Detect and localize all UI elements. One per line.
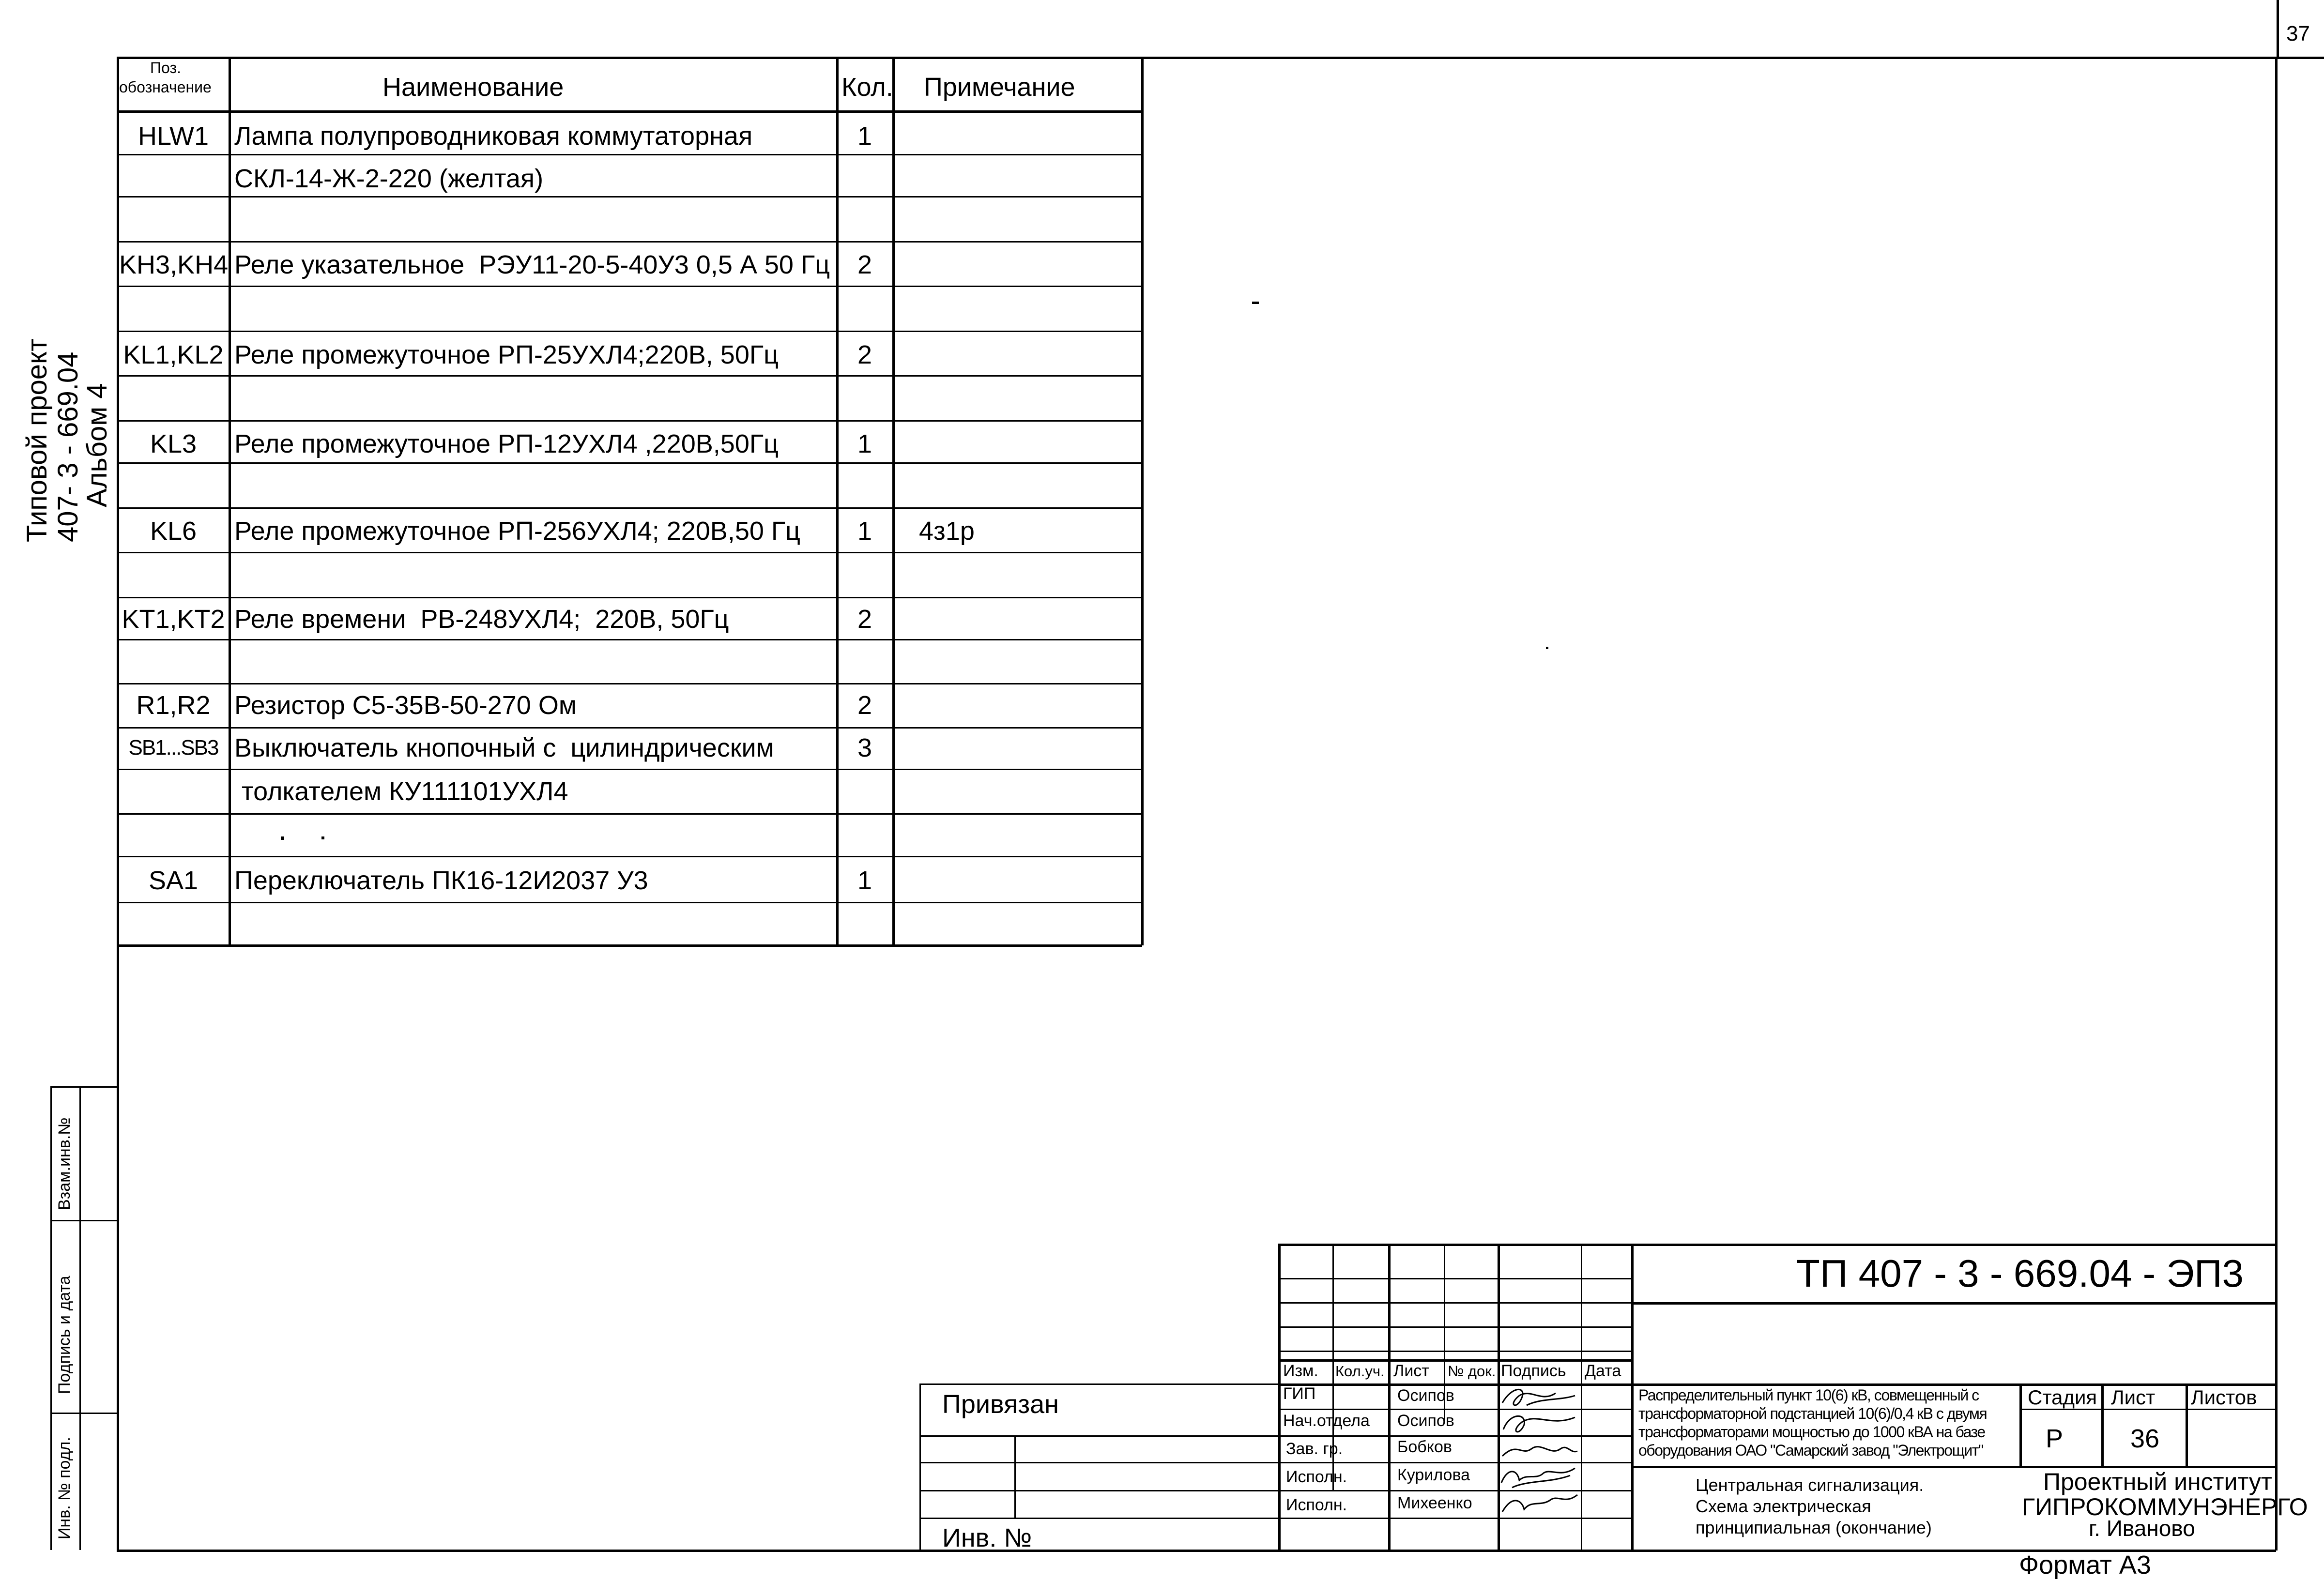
tb-v-main — [1631, 1244, 1634, 1550]
spec-table-row-line — [117, 154, 1142, 155]
side-stamp-line2: 407- 3 - 669.04 — [52, 351, 84, 542]
row-qty: 2 — [857, 605, 872, 634]
project-title-1: трансформаторной подстанцией 10(6)/0,4 кВ с двумя — [1638, 1405, 1987, 1422]
frame-top — [117, 57, 2324, 59]
row-pos: KL3 — [150, 429, 197, 458]
priv-h3 — [919, 1490, 1279, 1491]
tb-r-h3 — [2019, 1409, 2277, 1410]
header-pos-line2: обозначение — [119, 78, 212, 96]
sheet-title-0: Центральная сигнализация. — [1696, 1475, 1924, 1495]
name-4: Михеенко — [1397, 1494, 1472, 1512]
row-name: толкателем КУ111101УХЛ4 — [234, 777, 568, 806]
page-number-box-left — [2277, 0, 2279, 58]
left-strip-div-2 — [50, 1413, 118, 1414]
row-name: Переключатель ПК16-12И2037 У3 — [234, 866, 648, 895]
left-strip-div-1 — [50, 1220, 118, 1221]
org-line2: ГИПРОКОММУНЭНЕРГО — [2022, 1493, 2308, 1520]
priv-v1 — [1014, 1435, 1016, 1518]
spec-table-header-bottom — [117, 110, 1142, 113]
inv-no-label: Инв. № — [942, 1523, 1032, 1552]
spec-table-row-line — [117, 462, 1142, 464]
header-pos-line1: Поз. — [150, 59, 181, 76]
priv-top — [919, 1383, 1279, 1385]
priv-h4 — [919, 1518, 1279, 1519]
project-title-2: трансформаторами мощностью до 1000 кВА на базе — [1638, 1423, 1985, 1441]
role-2: Зав. гр. — [1286, 1440, 1343, 1458]
org-line3: г. Иваново — [2089, 1516, 2195, 1541]
stray-mark — [281, 836, 284, 840]
spec-table-row-line — [117, 902, 1142, 903]
stadiya-value: Р — [2046, 1424, 2064, 1453]
listov-label: Листов — [2191, 1386, 2257, 1409]
row-pos: KL6 — [150, 517, 197, 546]
tb-h4 — [1278, 1351, 1631, 1352]
doc-code: ТП 407 - 3 - 669.04 - ЭП3 — [1796, 1252, 2244, 1295]
spec-table-row-line — [117, 375, 1142, 377]
row-name: Реле времени РВ-248УХЛ4; 220В, 50Гц — [234, 605, 729, 634]
spec-table-vline-3 — [892, 57, 895, 945]
row-name: Реле промежуточное РП-25УХЛ4;220В, 50Гц — [234, 340, 779, 369]
project-title-0: Распределительный пункт 10(6) кВ, совмещенный с — [1638, 1386, 1979, 1404]
row-pos: KH3,KH4 — [119, 250, 229, 279]
tb-r-h2 — [1631, 1383, 2277, 1386]
side-stamp-line3: Альбом 4 — [81, 383, 113, 507]
row-qty: 1 — [857, 429, 872, 458]
tb-h3 — [1278, 1326, 1631, 1328]
row-pos: SA1 — [148, 866, 199, 895]
spec-table-row-line — [117, 639, 1142, 640]
name-1: Осипов — [1397, 1412, 1454, 1430]
frame-bottom — [117, 1550, 2276, 1552]
tb-hdr-data: Дата — [1585, 1362, 1621, 1380]
tb-v-ndok — [1388, 1244, 1391, 1550]
priv-left — [919, 1383, 921, 1550]
row-qty: 2 — [857, 340, 872, 369]
sheet-title-2: принципиальная (окончание) — [1696, 1518, 1932, 1537]
spec-table-vline-4 — [1141, 57, 1144, 945]
privyazan-label: Привязан — [942, 1390, 1059, 1419]
format-label: Формат А3 — [2019, 1550, 2151, 1580]
spec-table-row-line — [117, 813, 1142, 815]
stray-mark — [1252, 302, 1259, 304]
sheet-title-1: Схема электрическая — [1696, 1496, 1871, 1516]
stadiya-label: Стадия — [2028, 1386, 2097, 1409]
row-name: Реле промежуточное РП-12УХЛ4 ,220В,50Гц — [234, 429, 779, 458]
tb-hdr-list: Лист — [1393, 1362, 1429, 1380]
tb-r-h1 — [1631, 1302, 2277, 1305]
row-pos: KT1,KT2 — [122, 605, 225, 634]
signature-scribbles — [1498, 1383, 1581, 1519]
spec-table-row-line — [117, 286, 1142, 287]
tb-hdr-izm: Изм. — [1283, 1362, 1318, 1380]
name-3: Курилова — [1397, 1466, 1470, 1484]
row-pos: KL1,KL2 — [123, 340, 224, 369]
spec-table-row-line — [117, 507, 1142, 509]
spec-table-row-line — [117, 727, 1142, 729]
tb-r-v-listov — [2186, 1383, 2188, 1466]
row-name: Выключатель кнопочный с цилиндрическим — [234, 733, 774, 762]
row-name: Реле указательное РЭУ11-20-5-40У3 0,5 А 50 Гц — [234, 250, 830, 279]
spec-table-row-line — [117, 331, 1142, 332]
tb-r-v-stadiya — [2019, 1383, 2022, 1466]
tb-h1 — [1278, 1278, 1631, 1279]
spec-table-bottom — [117, 944, 1142, 947]
spec-table-vline-2 — [836, 57, 839, 945]
row-name: Резистор С5-35В-50-270 Ом — [234, 691, 577, 720]
frame-right — [2275, 57, 2278, 1550]
left-strip-line-1 — [50, 1086, 52, 1550]
row-qty: 1 — [857, 517, 872, 546]
row-name: СКЛ-14-Ж-2-220 (желтая) — [234, 164, 544, 193]
stray-mark — [1546, 647, 1548, 649]
tb-r-v-list2 — [2101, 1383, 2104, 1466]
left-strip-line-2 — [79, 1086, 81, 1550]
spec-table-row-line — [117, 241, 1142, 243]
row-qty: 1 — [857, 122, 872, 151]
role-4: Исполн. — [1286, 1496, 1347, 1514]
header-qty: Кол. — [841, 73, 893, 102]
name-2: Бобков — [1397, 1438, 1452, 1456]
left-strip-inv: Инв. № подл. — [55, 1437, 74, 1539]
tb-h2 — [1278, 1302, 1631, 1304]
name-0: Осипов — [1397, 1386, 1454, 1405]
project-title-3: оборудования ОАО "Самарский завод "Электрощит" — [1638, 1442, 1983, 1459]
tb-h5 — [1278, 1359, 1631, 1362]
role-3: Исполн. — [1286, 1468, 1347, 1486]
spec-table-row-line — [117, 683, 1142, 684]
priv-h1 — [919, 1435, 1279, 1437]
spec-table-row-line — [117, 420, 1142, 422]
tb-hdr-podpis: Подпись — [1501, 1362, 1566, 1380]
row-note: 4з1р — [919, 517, 975, 546]
tb-hdr-ndok: № док. — [1448, 1363, 1496, 1380]
row-pos: R1,R2 — [136, 691, 211, 720]
left-strip-podpis: Подпись и дата — [55, 1276, 74, 1394]
header-note: Примечание — [924, 73, 1075, 102]
tb-v-data — [1581, 1244, 1582, 1550]
org-line1: Проектный институт — [2043, 1468, 2272, 1495]
role-1: Нач.отдела — [1283, 1412, 1370, 1430]
spec-table-row-line — [117, 856, 1142, 857]
row-pos: HLW1 — [138, 122, 209, 151]
list-label: Лист — [2111, 1386, 2156, 1409]
spec-table-row-line — [117, 597, 1142, 598]
row-qty: 1 — [857, 866, 872, 895]
page-number: 37 — [2286, 22, 2310, 46]
tb-left — [1278, 1244, 1281, 1550]
row-pos: SB1...SB3 — [128, 736, 218, 760]
row-name: Лампа полупроводниковая коммутаторная — [234, 122, 753, 151]
header-name: Наименование — [382, 73, 564, 102]
spec-table-vline-1 — [229, 57, 231, 945]
role-0: ГИП — [1283, 1384, 1316, 1403]
spec-table-vline-0 — [117, 57, 119, 945]
list-value: 36 — [2130, 1424, 2160, 1453]
tb-hdr-kol: Кол.уч. — [1335, 1363, 1385, 1380]
row-qty: 2 — [857, 691, 872, 720]
spec-table-row-line — [117, 769, 1142, 770]
row-name: Реле промежуточное РП-256УХЛ4; 220В,50 Гц — [234, 517, 801, 546]
row-qty: 3 — [857, 733, 872, 762]
spec-table-row-line — [117, 552, 1142, 553]
left-strip-top — [50, 1086, 118, 1088]
row-qty: 2 — [857, 250, 872, 279]
stray-mark — [321, 836, 324, 839]
tb-top — [1278, 1244, 2277, 1246]
left-strip-vzam: Взам.инв.№ — [55, 1117, 74, 1210]
side-stamp-line1: Типовой проект — [21, 338, 53, 542]
priv-h2 — [919, 1462, 1279, 1463]
spec-table-row-line — [117, 196, 1142, 198]
